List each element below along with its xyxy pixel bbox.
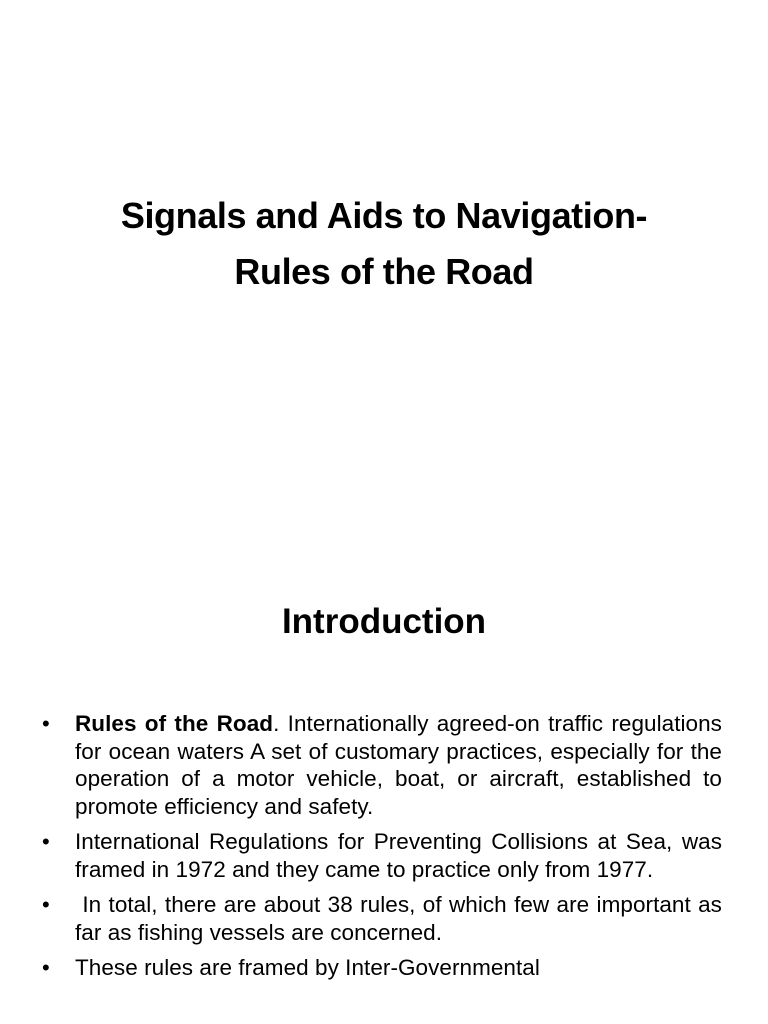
introduction-slide bbox=[0, 576, 768, 1024]
slide-title bbox=[40, 188, 728, 300]
bullet-bold-term: Rules of the Road bbox=[75, 711, 274, 736]
bullet-dot-icon: • bbox=[42, 829, 50, 854]
title-line-1: Signals and Aids to Navigation- bbox=[120, 195, 648, 236]
bullet-item-rule-count bbox=[40, 891, 722, 946]
bullet-dot-icon: • bbox=[42, 892, 50, 917]
bullet-dot-icon: • bbox=[42, 711, 50, 736]
bullet-text: International Regulations for Preventing Collisions at Sea, was framed in 1972 and they came to practice only from 1977. bbox=[75, 829, 722, 882]
bullet-text: . Internationally agreed-on traffic regulations for ocean waters A set of customary practices, especially for the operation of a motor vehicle, boat, or aircraft, established to promote efficiency and safety. bbox=[75, 711, 722, 819]
title-line-2: Rules of the Road bbox=[234, 251, 534, 292]
bullet-dot-icon: • bbox=[42, 955, 50, 980]
bullet-list bbox=[40, 710, 722, 990]
section-heading: Introduction bbox=[281, 602, 487, 641]
bullet-item-framed-by bbox=[40, 954, 722, 982]
bullet-text: These rules are framed by Inter-Governmental bbox=[75, 955, 540, 980]
bullet-item-rules-of-the-road bbox=[40, 710, 722, 820]
bullet-text: In total, there are about 38 rules, of which few are important as far as fishing vessels are concerned. bbox=[75, 892, 722, 945]
bullet-item-colregs bbox=[40, 828, 722, 883]
